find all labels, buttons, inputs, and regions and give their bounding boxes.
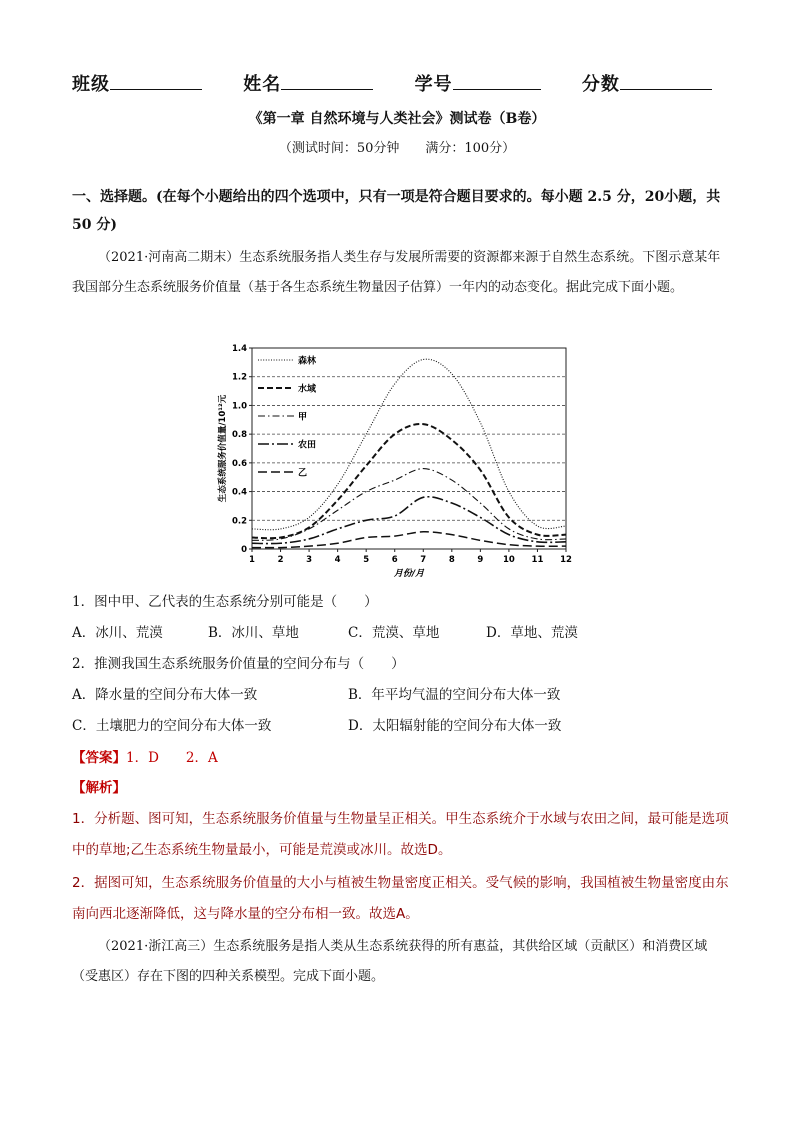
q1-option-d[interactable]: D．草地、荒漠	[486, 625, 578, 641]
student-info-header	[72, 70, 712, 96]
y-tick-label: 0.2	[231, 516, 247, 527]
x-tick-label: 7	[420, 555, 427, 565]
y-axis-label: 生态系统服务价值量/10¹²元	[218, 394, 228, 503]
passage-2: （2021·浙江高三）生态系统服务是指人类从生态系统获得的所有惠益，其供给区域（贡献区）和消费区域（受惠区）存在下图的四种关系模型。完成下面小题。	[72, 939, 708, 984]
question-2-options-row2	[72, 716, 732, 736]
x-tick-label: 4	[334, 555, 341, 565]
legend-label-3: 甲	[298, 412, 308, 423]
question-2-stem: 2．推测我国生态系统服务价值量的空间分布与（ ）	[72, 656, 405, 672]
question-2-options-row1	[72, 685, 732, 705]
q1-option-c[interactable]: C．荒漠、草地	[348, 625, 440, 641]
y-tick-label: 1.0	[231, 401, 247, 412]
class-label: 班级	[72, 74, 110, 95]
y-tick-label: 0.6	[231, 458, 247, 469]
student-id-blank[interactable]	[453, 75, 541, 90]
question-1-stem: 1．图中甲、乙代表的生态系统分别可能是（ ）	[72, 594, 378, 610]
q2-option-c[interactable]: C．土壤肥力的空间分布大体一致	[72, 718, 272, 734]
section-heading: 一、选择题。(在每个小题给出的四个选项中，只有一项是符合题目要求的。每小题 2.5 分，20小题，共 50 分)	[72, 189, 721, 233]
x-tick-label: 5	[363, 555, 370, 565]
ecosystem-value-chart	[212, 338, 582, 582]
answer-line	[72, 748, 218, 768]
x-tick-label: 6	[391, 555, 398, 565]
q2-option-b[interactable]: B．年平均气温的空间分布大体一致	[348, 687, 561, 703]
x-tick-label: 10	[502, 555, 515, 565]
q2-option-d[interactable]: D．太阳辐射能的空间分布大体一致	[348, 718, 562, 734]
analysis-paragraph-2: 2．据图可知，生态系统服务价值量的大小与植被生物量密度正相关。受气候的影响，我国植被生物量密度由东南向西北逐渐降低，这与降水量的空分布相一致。故选A。	[72, 875, 729, 922]
series-line-3	[252, 469, 566, 541]
legend-label-5: 乙	[298, 468, 308, 479]
analysis-paragraph-1: 1．分析题、图可知，生态系统服务价值量与生物量呈正相关。甲生态系统介于水域与农田之间，最可能是选项中的草地;乙生态系统生物量最小，可能是荒漠或冰川。故选D。	[72, 811, 729, 858]
x-tick-label: 12	[560, 555, 572, 565]
x-tick-label: 8	[448, 555, 455, 565]
student-id-label: 学号	[414, 74, 453, 95]
x-tick-label: 1	[249, 555, 255, 565]
q1-option-b[interactable]: B．冰川、草地	[208, 625, 299, 641]
page-title: 《第一章 自然环境与人类社会》测试卷（B卷）	[248, 111, 546, 127]
x-tick-label: 9	[477, 555, 484, 565]
y-tick-label: 0.8	[231, 430, 247, 441]
x-tick-label: 11	[531, 555, 544, 565]
page-subtitle: （测试时间：50分钟 满分：100分）	[278, 141, 516, 156]
name-blank[interactable]	[281, 75, 373, 90]
score-blank[interactable]	[620, 75, 712, 90]
y-tick-label: 0.4	[231, 487, 247, 498]
class-blank[interactable]	[110, 75, 202, 90]
score-label: 分数	[581, 74, 620, 95]
passage-1: （2021·河南高二期末）生态系统服务指人类生存与发展所需要的资源都来源于自然生态系统。下图示意某年我国部分生态系统服务价值量（基于各生态系统生物量因子估算）一年内的动态变化。据此完成下面小题。	[72, 250, 721, 295]
answer-value: 1．D 2．A	[126, 750, 218, 766]
x-tick-label: 2	[277, 555, 284, 565]
question-1-options	[72, 623, 732, 643]
x-axis-label: 月份/月	[393, 569, 425, 579]
x-tick-label: 3	[306, 555, 313, 565]
q2-option-a[interactable]: A．降水量的空间分布大体一致	[72, 687, 258, 703]
legend-label-1: 森林	[298, 356, 317, 367]
q1-option-a[interactable]: A．冰川、荒漠	[72, 625, 163, 641]
y-tick-label: 1.4	[231, 344, 247, 354]
answer-label: 【答案】	[72, 750, 126, 766]
y-tick-label: 0	[241, 545, 247, 555]
y-tick-label: 1.2	[231, 372, 247, 383]
legend-label-2: 水域	[298, 384, 317, 395]
legend-label-4: 农田	[298, 440, 317, 451]
name-label: 姓名	[243, 74, 282, 95]
analysis-label: 【解析】	[72, 780, 126, 796]
